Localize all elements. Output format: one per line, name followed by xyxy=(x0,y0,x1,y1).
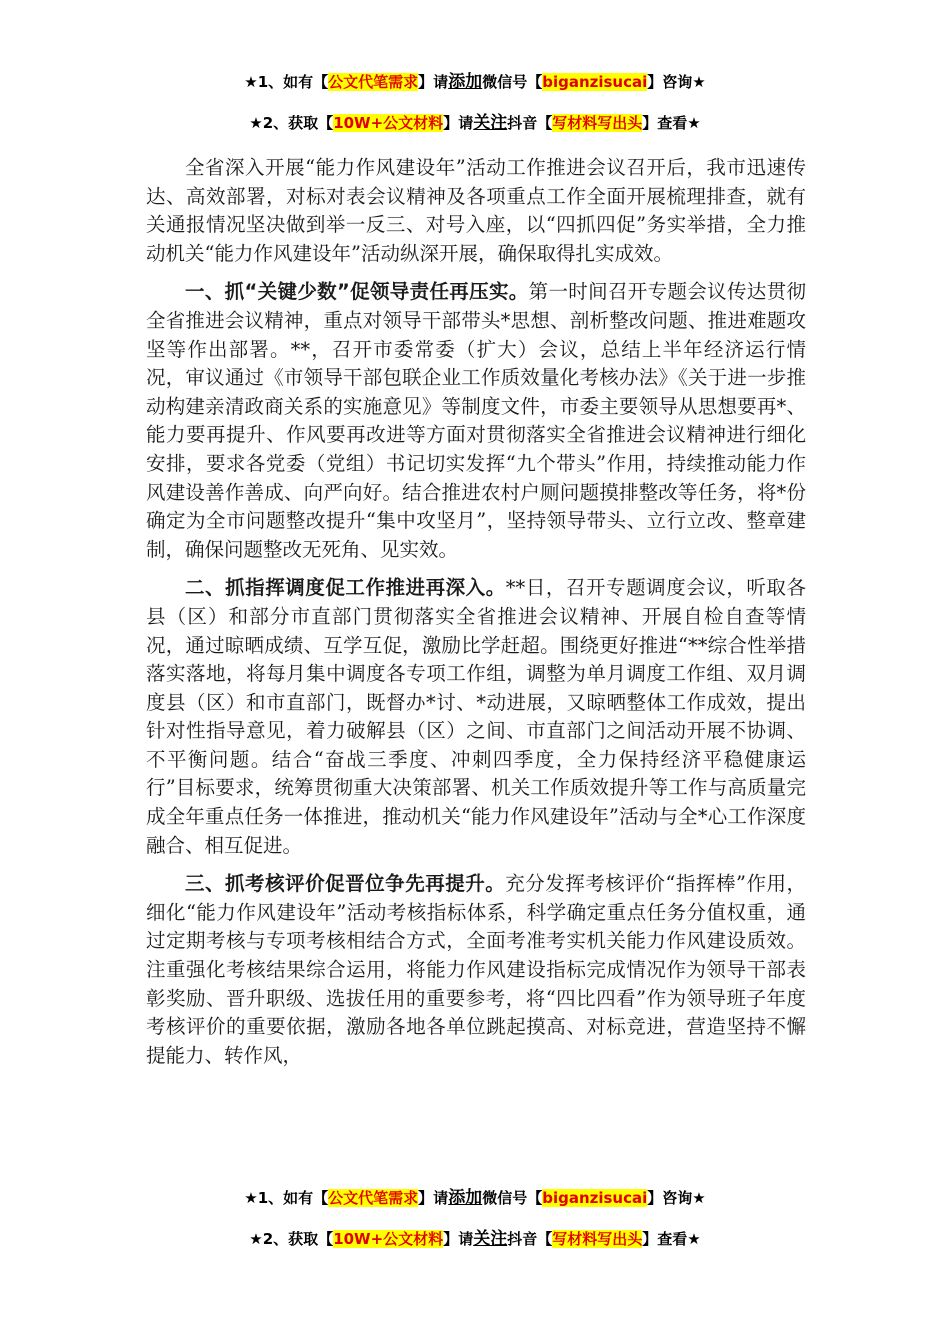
banner-text: 】请 xyxy=(418,1189,449,1207)
underlined-word: 添加 xyxy=(448,1188,483,1208)
document-body xyxy=(146,154,806,1080)
banner-text: 抖音【 xyxy=(507,114,553,132)
paragraph-intro xyxy=(146,154,806,268)
paragraph-section-2 xyxy=(146,574,806,860)
banner-text: 】请 xyxy=(443,1230,474,1248)
header-banner-line-2 xyxy=(0,112,950,134)
footer-banner-line-1 xyxy=(0,1187,950,1209)
highlight-wechat-id: biganzisucai xyxy=(542,73,648,91)
highlight-wechat-id: biganzisucai xyxy=(542,1189,648,1207)
underlined-word: 关注 xyxy=(473,1229,508,1249)
banner-text: ★2、获取【 xyxy=(249,114,334,132)
banner-text: 微信号【 xyxy=(482,1189,543,1207)
footer-banner-line-2 xyxy=(0,1228,950,1250)
banner-text: 】请 xyxy=(443,114,474,132)
banner-text: ★1、如有【 xyxy=(244,1189,329,1207)
banner-text: 微信号【 xyxy=(482,73,543,91)
banner-text: 】查看★ xyxy=(642,114,701,132)
banner-text: ★1、如有【 xyxy=(244,73,329,91)
banner-text: 抖音【 xyxy=(507,1230,553,1248)
banner-text: 】请 xyxy=(418,73,449,91)
underlined-word: 添加 xyxy=(448,72,483,92)
section-heading: 二、抓指挥调度促工作推进再深入。 xyxy=(185,576,506,600)
paragraph-text: 充分发挥考核评价“指挥棒”作用，细化“能力作风建设年”活动考核指标体系，科学确定重点任务分值权重，通过定期考核与专项考核相结合方式，全面考准考实机关能力作风建设质效。注重强化考核结果综合运用，将能力作风建设指标完成情况作为领导干部表彰奖励、晋升职级、选拔任用的重要参考，将“四比四看”作为领导班子年度考核评价的重要依据，激励各地各单位跳起摸高、对标竞进，营造坚持不懈提能力、转作风， xyxy=(146,872,806,1067)
highlight-materials: 10W+公文材料 xyxy=(333,114,444,132)
header-banner-line-1 xyxy=(0,71,950,93)
paragraph-text: **日，召开专题调度会议，听取各县（区）和部分市直部门贯彻落实全省推进会议精神、开展自检自查等情况，通过晾晒成绩、互学互促，激励比学赶超。围绕更好推进“**综合性举措落实落地，将每月集中调度各专项工作组，调整为单月调度工作组、双月调度县（区）和市直部门，既督办*讨、*动进展，又晾晒整体工作成效，提出针对性指导意见，着力破解县（区）之间、市直部门之间活动开展不协调、不平衡问题。结合“奋战三季度、冲刺四季度，全力保持经济平稳健康运行”目标要求，统筹贯彻重大决策部署、机关工作质效提升等工作与高质量完成全年重点任务一体推进，推动机关“能力作风建设年”活动与全*心工作深度融合、相互促进。 xyxy=(146,576,806,857)
paragraph-section-1 xyxy=(146,278,806,564)
banner-text: 】查看★ xyxy=(642,1230,701,1248)
paragraph-text: 第一时间召开专题会议传达贯彻全省推进会议精神，重点对领导干部带头*思想、剖析整改问题、推进难题攻坚等作出部署。**，召开市委常委（扩大）会议，总结上半年经济运行情况，审议通过《市领导干部包联企业工作质效量化考核办法》《关于进一步推动构建亲清政商关系的实施意见》等制度文件，市委主要领导从思想要再*、能力要再提升、作风要再改进等方面对贯彻落实全省推进会议精神进行细化安排，要求各党委（党组）书记切实发挥“九个带头”作用，持续推动能力作风建设善作善成、向严向好。结合推进农村户厕问题摸排整改等任务，将*份确定为全市问题整改提升“集中攻坚月”，坚持领导带头、立行立改、整章建制，确保问题整改无死角、见实效。 xyxy=(146,280,806,561)
banner-text: 】咨询★ xyxy=(647,73,706,91)
section-heading: 三、抓考核评价促晋位争先再提升。 xyxy=(185,872,506,896)
banner-text: 】咨询★ xyxy=(647,1189,706,1207)
highlight-douyin-account: 写材料写出头 xyxy=(552,1230,643,1248)
paragraph-section-3 xyxy=(146,870,806,1070)
paragraph-text: 全省深入开展“能力作风建设年”活动工作推进会议召开后，我市迅速传达、高效部署，对标对表会议精神及各项重点工作全面开展梳理排查，就有关通报情况坚决做到举一反三、对号入座，以“四抓四促”务实举措，全力推动机关“能力作风建设年”活动纵深开展，确保取得扎实成效。 xyxy=(146,156,806,265)
underlined-word: 关注 xyxy=(473,113,508,133)
highlight-service: 公文代笔需求 xyxy=(328,1189,419,1207)
highlight-service: 公文代笔需求 xyxy=(328,73,419,91)
highlight-materials: 10W+公文材料 xyxy=(333,1230,444,1248)
section-heading: 一、抓“关键少数”促领导责任再压实。 xyxy=(185,280,529,304)
highlight-douyin-account: 写材料写出头 xyxy=(552,114,643,132)
banner-text: ★2、获取【 xyxy=(249,1230,334,1248)
